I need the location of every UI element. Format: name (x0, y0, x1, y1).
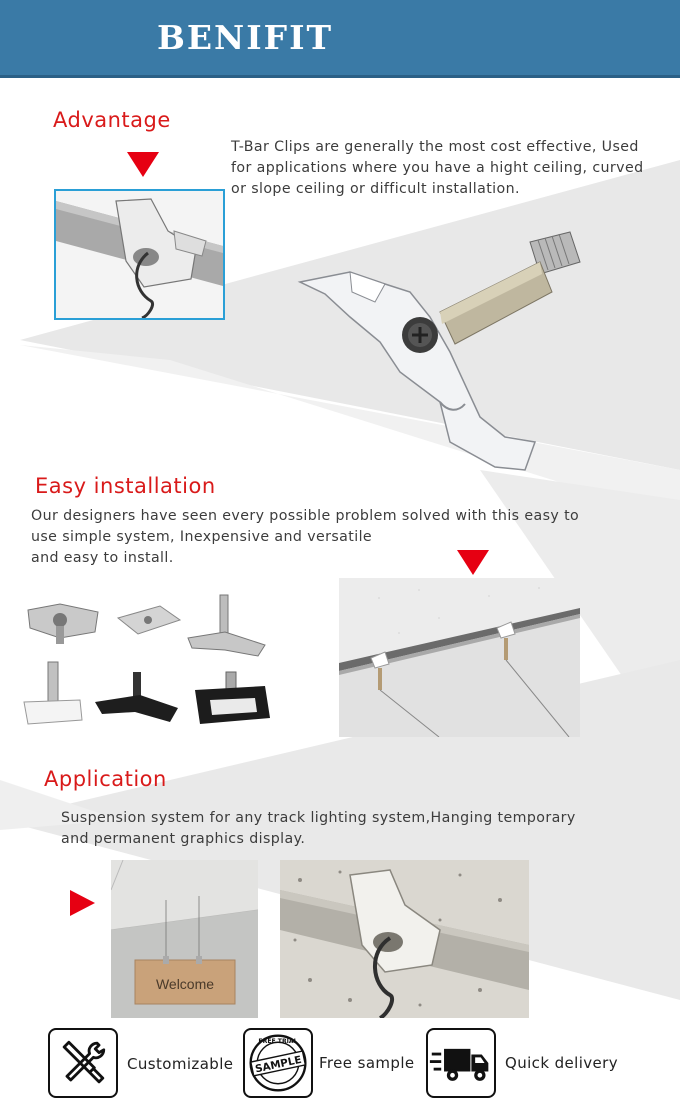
clip-ceiling-closeup-image (280, 860, 529, 1018)
easy-installation-line-3: and easy to install. (31, 550, 174, 566)
easy-installation-line-1: Our designers have seen every possible problem solved with this easy to (31, 508, 580, 524)
large-clip-product-photo (290, 222, 590, 482)
down-arrow-icon (457, 550, 489, 575)
advantage-line-3: or slope ceiling or difficult installation. (231, 181, 520, 197)
large-clip-product-image (290, 222, 590, 482)
right-arrow-icon (70, 890, 95, 916)
easy-installation-line-2: use simple system, Inexpensive and versatile (31, 529, 373, 545)
advantage-text (231, 137, 644, 200)
clip-on-tbar-photo (54, 189, 225, 320)
banner-title: BENIFIT (157, 18, 334, 57)
sample-stamp-icon (243, 1028, 313, 1098)
welcome-sign-image (111, 860, 258, 1018)
easy-installation-text (31, 506, 579, 569)
product-variants-image (20, 590, 280, 740)
free-sample-label: Free sample (319, 1054, 415, 1072)
stamp-text: SAMPLE (254, 1053, 303, 1076)
delivery-truck-icon (426, 1028, 496, 1098)
advantage-heading: Advantage (53, 108, 171, 132)
application-heading: Application (44, 767, 167, 791)
down-arrow-icon (127, 152, 159, 177)
application-line-1: Suspension system for any track lighting system,Hanging temporary (61, 810, 576, 826)
application-text (61, 808, 576, 850)
advantage-line-1: T-Bar Clips are generally the most cost effective, Used (231, 139, 639, 155)
application-line-2: and permanent graphics display. (61, 831, 306, 847)
quick-delivery-label: Quick delivery (505, 1054, 619, 1072)
easy-installation-heading: Easy installation (35, 474, 216, 498)
customizable-label: Customizable (127, 1055, 234, 1073)
clip-ceiling-closeup-photo (280, 860, 529, 1018)
ceiling-installation-photo (339, 578, 580, 737)
product-variants-photo (20, 590, 280, 740)
tools-icon (48, 1028, 118, 1098)
benefit-banner (0, 0, 680, 78)
welcome-sign-photo (111, 860, 258, 1018)
clip-on-tbar-image (56, 191, 223, 318)
stamp-ring-text: FREE TRIAL (258, 1038, 298, 1046)
ceiling-installation-image (339, 578, 580, 737)
advantage-line-2: for applications where you have a hight ceiling, curved (231, 160, 644, 176)
welcome-sign-text: Welcome (155, 976, 215, 992)
